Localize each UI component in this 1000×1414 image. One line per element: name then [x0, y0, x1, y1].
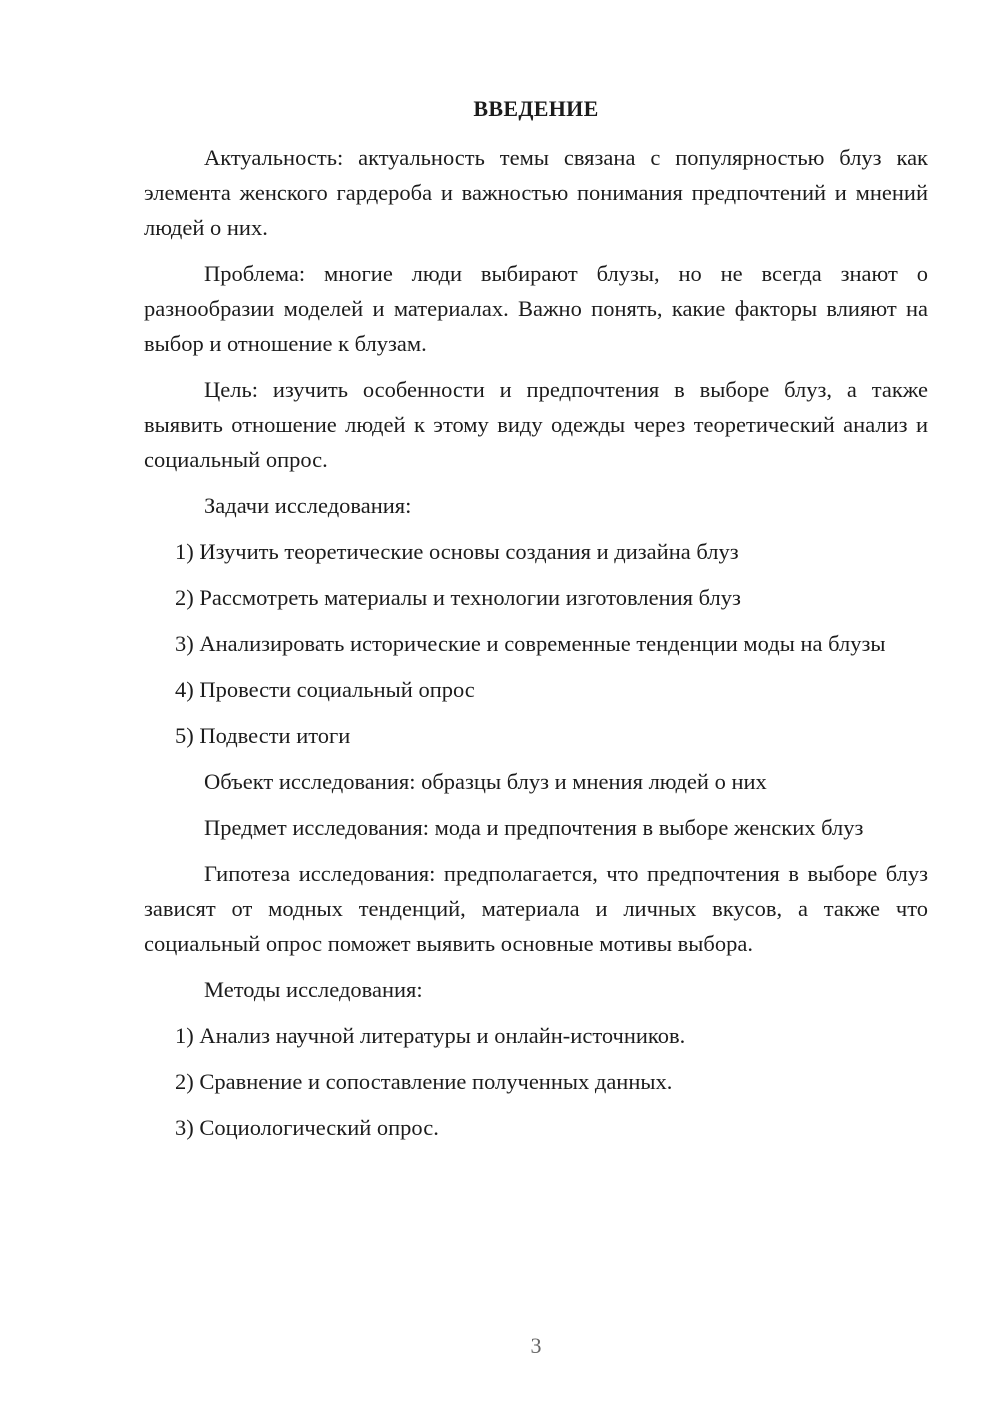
method-item-2: 2) Сравнение и сопоставление полученных данных. — [175, 1069, 673, 1094]
task-item-2: 2) Рассмотреть материалы и технологии изготовления блуз — [175, 585, 741, 610]
paragraph-problem: Проблема: многие люди выбирают блузы, но не всегда знают о разнообразии моделей и материалах. Важно понять, какие факторы влияют на выбор и отношение к блузам. — [144, 261, 928, 356]
task-item-3: 3) Анализировать исторические и современные тенденции моды на блузы — [175, 631, 886, 656]
task-item-1: 1) Изучить теоретические основы создания и дизайна блуз — [175, 539, 739, 564]
methods-heading: Методы исследования: — [204, 977, 423, 1002]
tasks-heading: Задачи исследования: — [204, 493, 412, 518]
method-item-3: 3) Социологический опрос. — [175, 1115, 439, 1140]
document-body — [144, 140, 928, 1156]
method-item-1: 1) Анализ научной литературы и онлайн-источников. — [175, 1023, 686, 1048]
page-title: ВВЕДЕНИЕ — [473, 96, 599, 121]
paragraph-hypothesis: Гипотеза исследования: предполагается, что предпочтения в выборе блуз зависят от модных тенденций, материала и личных вкусов, а также что социальный опрос поможет выявить основные мотивы выбора. — [144, 861, 928, 956]
task-item-4: 4) Провести социальный опрос — [175, 677, 475, 702]
paragraph-goal: Цель: изучить особенности и предпочтения в выборе блуз, а также выявить отношение людей к этому виду одежды через теоретический анализ и социальный опрос. — [144, 377, 928, 472]
task-item-5: 5) Подвести итоги — [175, 723, 351, 748]
paragraph-object: Объект исследования: образцы блуз и мнения людей о них — [204, 769, 767, 794]
paragraph-subject: Предмет исследования: мода и предпочтения в выборе женских блуз — [204, 815, 864, 840]
paragraph-relevance: Актуальность: актуальность темы связана с популярностью блуз как элемента женского гардероба и важностью понимания предпочтений и мнений людей о них. — [144, 145, 928, 240]
page-number: 3 — [530, 1333, 542, 1358]
